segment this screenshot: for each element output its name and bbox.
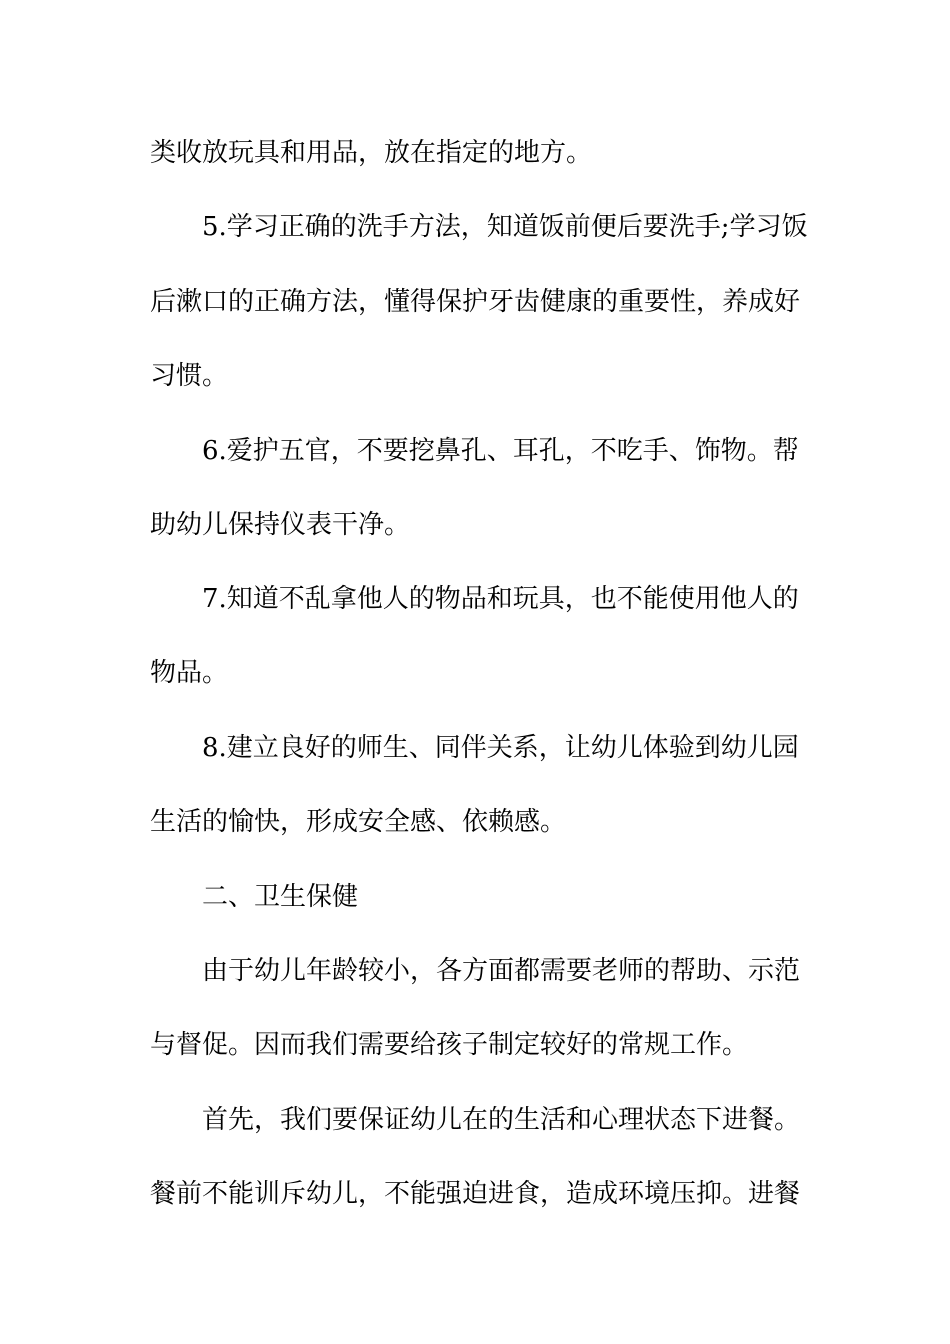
text-line: 后漱口的正确方法，懂得保护牙齿健康的重要性，养成好: [150, 287, 801, 317]
text-line: 8.建立良好的师生、同伴关系，让幼儿体验到幼儿园: [202, 733, 799, 763]
section-heading: 二、卫生保健: [202, 882, 359, 912]
text-line: 物品。: [150, 658, 229, 688]
text-line: 习惯。: [150, 361, 229, 391]
text-line: 生活的愉快，形成安全感、依赖感。: [150, 807, 567, 837]
text-line: 助幼儿保持仪表干净。: [150, 510, 411, 540]
text-line: 餐前不能训斥幼儿，不能强迫进食，造成环境压抑。进餐: [150, 1179, 801, 1209]
text-line: 6.爱护五官，不要挖鼻孔、耳孔，不吃手、饰物。帮: [202, 436, 799, 466]
text-line: 5.学习正确的洗手方法，知道饭前便后要洗手;学习饭: [202, 212, 808, 242]
text-line: 由于幼儿年龄较小，各方面都需要老师的帮助、示范: [202, 956, 801, 986]
text-line: 类收放玩具和用品，放在指定的地方。: [150, 138, 593, 168]
text-line: 7.知道不乱拿他人的物品和玩具，也不能使用他人的: [202, 584, 799, 614]
text-line: 首先，我们要保证幼儿在的生活和心理状态下进餐。: [202, 1105, 801, 1135]
text-line: 与督促。因而我们需要给孩子制定较好的常规工作。: [150, 1030, 749, 1060]
